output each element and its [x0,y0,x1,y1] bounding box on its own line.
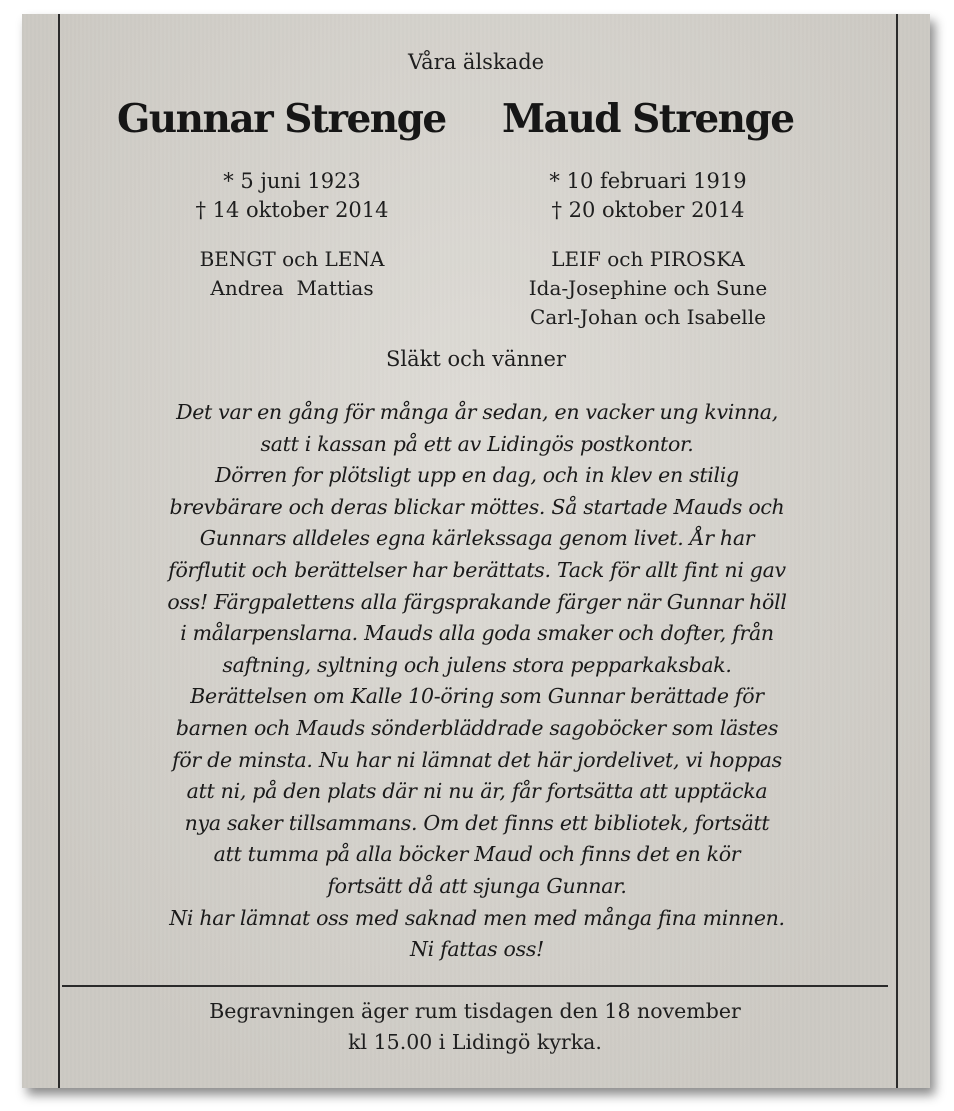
divider-rule [62,985,888,987]
family-maud [498,245,798,332]
poem-line: brevbärare och deras blickar möttes. Så startade Mauds och [169,494,785,519]
poem-line: Ni fattas oss! [410,937,544,962]
poem-line: saftning, syltning och julens stora pepparkaksbak. [222,652,732,677]
poem-line: fortsätt då att sjunga Gunnar. [327,873,627,898]
funeral-info [62,996,888,1058]
poem-line: barnen och Mauds sönderbläddrade sagoböcker som lästes [175,715,779,740]
birth-date-gunnar: * 5 juni 1923 [223,169,361,193]
poem-line: förflutit och berättelser har berättats. Tack för allt fint ni gav [168,557,786,582]
birth-date-maud: * 10 februari 1919 [549,169,747,193]
poem-line: för de minsta. Nu har ni lämnat det här jordelivet, vi hoppas [172,747,782,772]
poem-line: att ni, på den plats där ni nu är, får fortsätta att upptäcka [186,779,768,804]
poem-line: Dörren for plötsligt upp en dag, och in klev en stilig [215,463,739,488]
poem-line: satt i kassan på ett av Lidingös postkontor. [260,431,694,456]
relatives-text: Släkt och vänner [386,347,566,371]
poem-line: nya saker tillsammans. Om det finns ett bibliotek, fortsätt [184,810,770,835]
family-line-3: Carl-Johan och Isabelle [530,305,766,329]
family-line-1: BENGT och LENA [199,247,385,271]
poem-line: Berättelsen om Kalle 10-öring som Gunnar berättade för [190,684,764,709]
newspaper-clipping-photo [22,14,930,1088]
family-line-1: LEIF och PIROSKA [551,247,745,271]
poem-line: i målarpenslarna. Mauds alla goda smaker och dofter, från [180,621,774,646]
intro-text: Våra älskade [407,50,545,74]
family-line-2: Ida-Josephine och Sune [528,276,768,300]
poem-line: att tumma på alla böcker Maud och finns det en kör [213,842,741,867]
dates-maud [498,167,798,225]
poem-line: Gunnars alldeles egna kärlekssaga genom livet. År har [199,526,755,551]
family-gunnar [142,245,442,303]
family-line-2: Andrea Mattias [210,276,374,300]
poem-line: Ni har lämnat oss med saknad men med många fina minnen. [169,905,785,930]
dates-gunnar [142,167,442,225]
funeral-line-1: Begravningen äger rum tisdagen den 18 november [209,999,741,1023]
poem-line: oss! Färgpalettens alla färgsprakande färger när Gunnar höll [167,589,787,614]
deceased-name-gunnar: Gunnar Strenge [117,96,446,142]
deceased-name-maud: Maud Strenge [502,96,794,142]
death-date-maud: † 20 oktober 2014 [551,198,745,222]
memorial-poem [62,397,892,966]
poem-line: Det var en gång för många år sedan, en vacker ung kvinna, [176,400,778,424]
funeral-line-2: kl 15.00 i Lidingö kyrka. [348,1030,602,1054]
death-date-gunnar: † 14 oktober 2014 [195,198,389,222]
